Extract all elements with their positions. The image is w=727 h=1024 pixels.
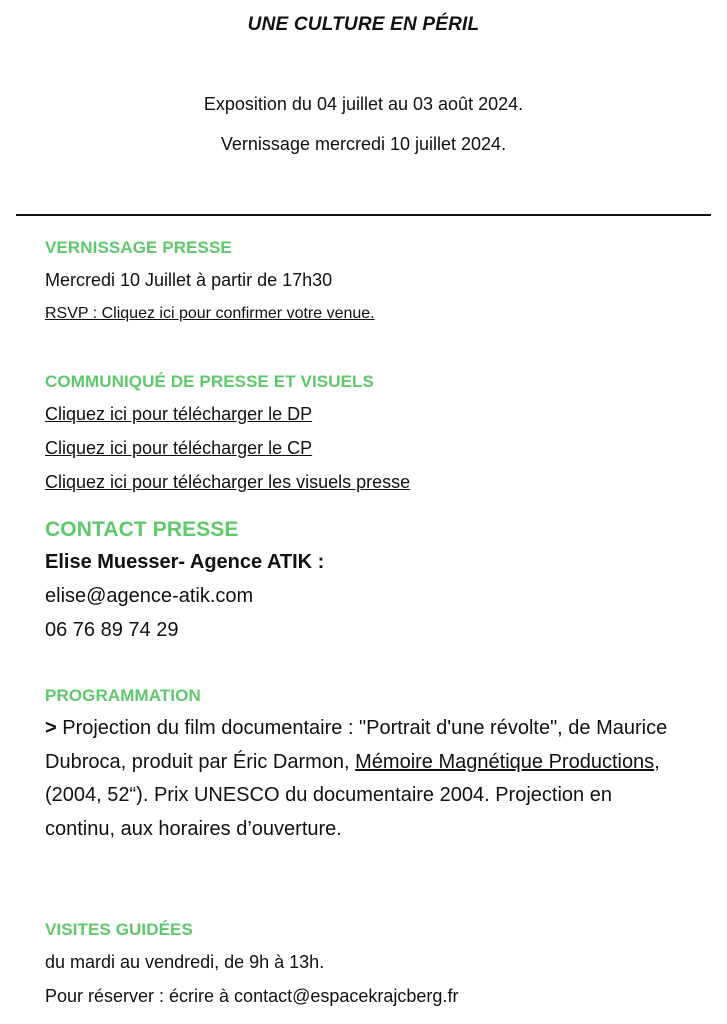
press-release-heading: COMMUNIQUÉ DE PRESSE ET VISUELS xyxy=(45,372,374,391)
press-release-section xyxy=(45,370,685,494)
production-link[interactable]: Mémoire Magnétique Productions xyxy=(355,750,655,773)
contact-phone: 06 76 89 74 29 xyxy=(45,619,179,641)
bullet-marker: > xyxy=(45,717,57,739)
programming-text xyxy=(45,712,685,846)
press-contact-heading: CONTACT PRESSE xyxy=(45,518,239,541)
guided-tours-section xyxy=(45,918,685,1008)
programming-heading: PROGRAMMATION xyxy=(45,686,201,705)
guided-tours-heading: VISITES GUIDÉES xyxy=(45,920,193,939)
exhibition-dates xyxy=(0,92,727,172)
download-visuals-link[interactable]: Cliquez ici pour télécharger les visuels presse xyxy=(45,472,411,492)
exhibition-period: Exposition du 04 juillet au 03 août 2024. xyxy=(203,94,524,114)
rsvp-link[interactable]: RSVP : Cliquez ici pour confirmer votre venue. xyxy=(45,305,375,322)
download-dp-link[interactable]: Cliquez ici pour télécharger le DP xyxy=(45,404,313,424)
programming-text-before: Projection du film documentaire : "Portrait d'une révolte", de Maurice Dubroca, produit par Éric Darmon, xyxy=(45,717,668,773)
contact-email: elise@agence-atik.com xyxy=(45,585,254,607)
divider xyxy=(16,214,711,216)
press-preview-section xyxy=(45,236,685,326)
guided-tours-booking: Pour réserver : écrire à contact@espacekrajcberg.fr xyxy=(45,986,459,1006)
press-contact-section xyxy=(45,516,685,642)
press-preview-date: Mercredi 10 Juillet à partir de 17h30 xyxy=(45,270,333,290)
opening-date: Vernissage mercredi 10 juillet 2024. xyxy=(220,134,507,154)
contact-name: Elise Muesser- Agence ATIK : xyxy=(45,551,325,573)
press-preview-heading: VERNISSAGE PRESSE xyxy=(45,238,232,257)
programming-section xyxy=(45,684,685,846)
programming-text-after: , (2004, 52“). Prix UNESCO du documentaire 2004. Projection en continu, aux horaires d’ouverture. xyxy=(45,750,660,840)
page-title: UNE CULTURE EN PÉRIL xyxy=(247,14,480,35)
download-cp-link[interactable]: Cliquez ici pour télécharger le CP xyxy=(45,438,313,458)
guided-tours-schedule: du mardi au vendredi, de 9h à 13h. xyxy=(45,952,325,972)
